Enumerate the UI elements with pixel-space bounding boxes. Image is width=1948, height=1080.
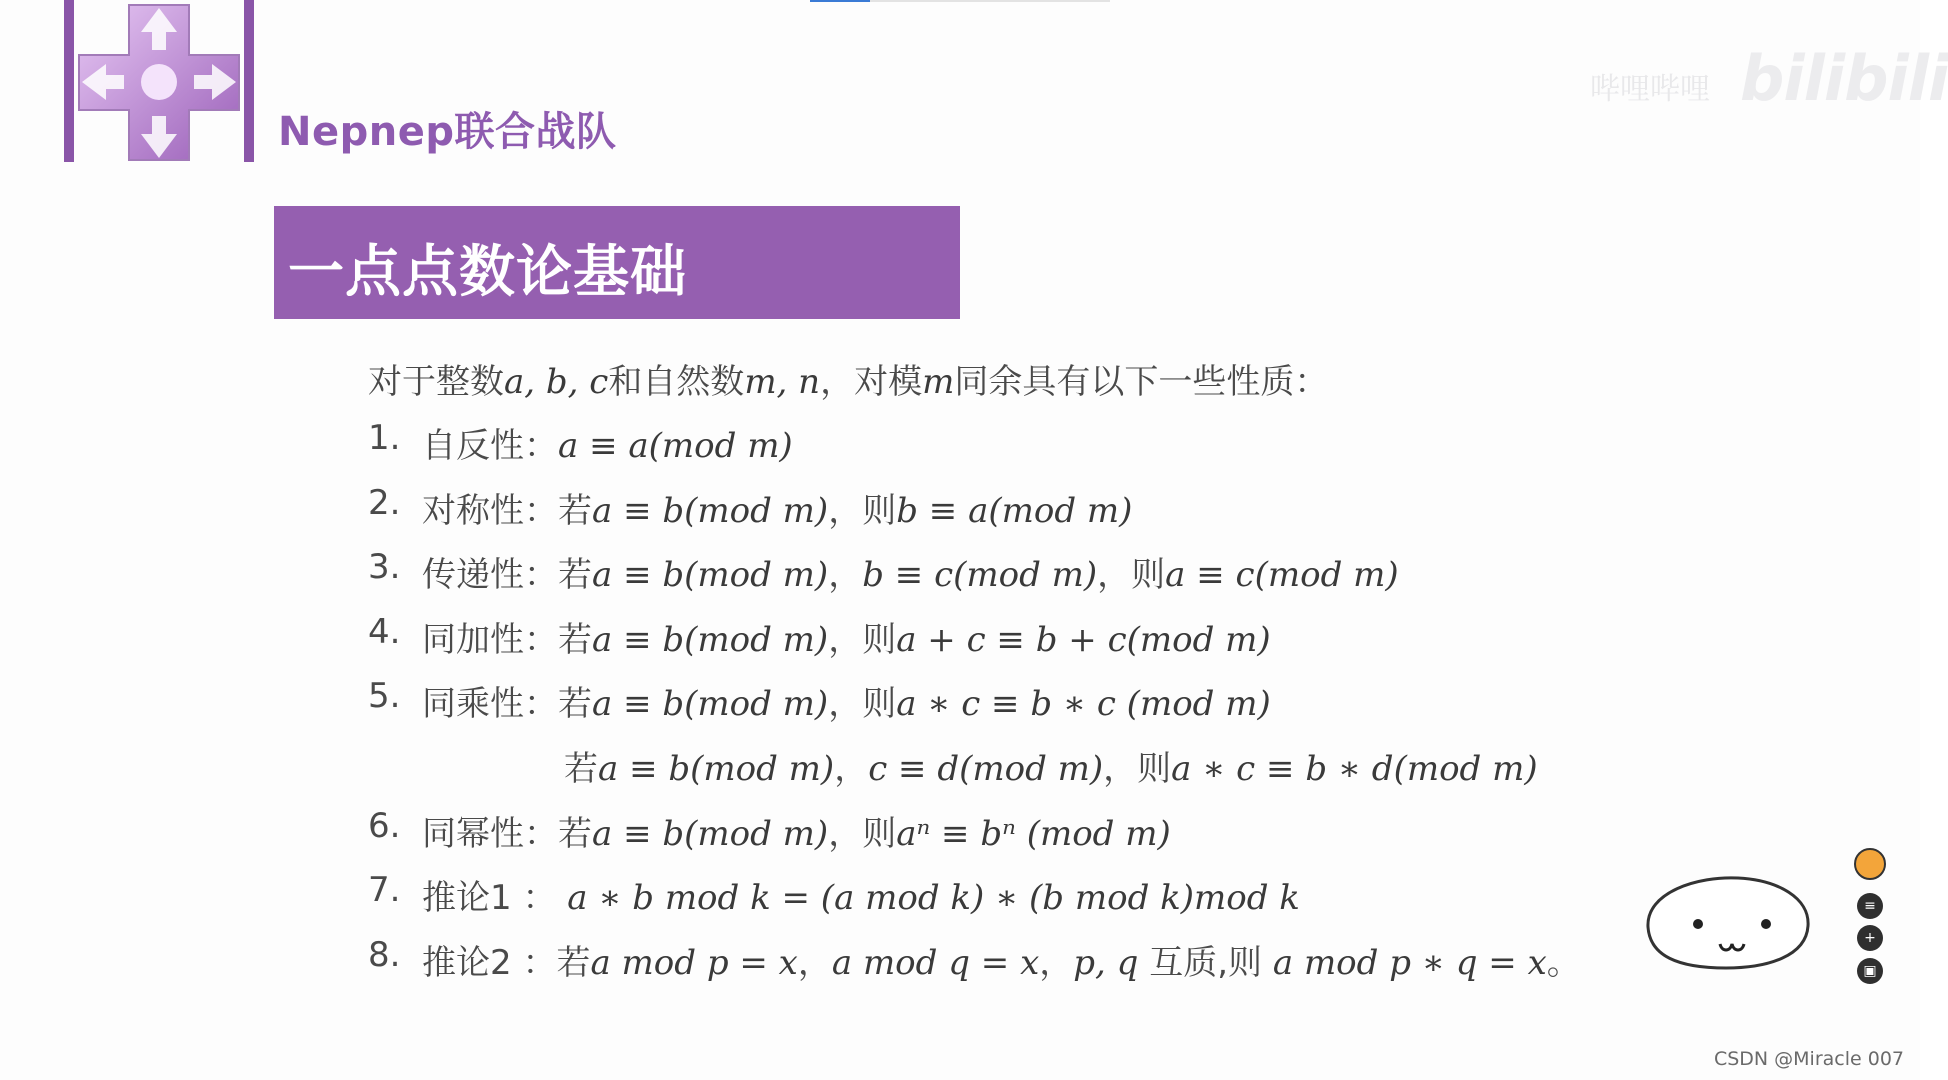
property-text (422, 676, 1271, 725)
property-label: 同加性：若 (422, 619, 592, 660)
math-expression: a ≡ b(mod m) (592, 813, 829, 854)
math-expression: c ≡ d(mod m) (868, 749, 1104, 789)
intro-math: m (922, 362, 955, 402)
intro-math: m, n (744, 362, 821, 402)
team-logo (64, 0, 256, 165)
math-expression: a ∗ c ≡ b ∗ d(mod m) (1171, 749, 1538, 789)
math-expression: a ≡ b(mod m) (592, 684, 829, 725)
math-expression: a ∗ c ≡ b ∗ c (mod m) (896, 684, 1271, 725)
property-label: 。 (1546, 942, 1581, 983)
math-expression: b ≡ c(mod m) (862, 555, 1098, 596)
bilibili-watermark (1590, 42, 1948, 115)
screen-icon[interactable]: ▣ (1857, 958, 1883, 984)
property-text (422, 806, 1171, 855)
property-label: 同乘性：若 (422, 684, 592, 725)
menu-icon[interactable]: ≡ (1857, 893, 1883, 919)
property-label: ，则 (828, 684, 897, 725)
property-label: 互质,则 (1138, 942, 1273, 983)
math-expression: a ∗ b mod k = (a mod k) ∗ (b mod k)mod k (567, 878, 1300, 919)
property-label: ， (1039, 942, 1074, 983)
property-label: 推论1 ： (422, 878, 568, 919)
property-label: ，则 (1103, 749, 1172, 789)
intro-text-part: ，对模 (820, 362, 923, 402)
progress-indicator (810, 0, 870, 2)
math-expression: p, q (1073, 942, 1139, 983)
intro-text-part: 和自然数 (608, 362, 745, 402)
property-number: 4. (368, 611, 401, 652)
intro-text-part: 对于整数 (368, 362, 504, 402)
property-label: 同幂性：若 (422, 813, 592, 854)
math-expression: a mod p = x (590, 942, 798, 983)
math-expression: a ≡ b(mod m) (592, 555, 829, 596)
math-expression: a mod p ∗ q = x (1272, 942, 1547, 983)
property-number: 3. (368, 547, 401, 588)
property-label: 自反性： (422, 426, 558, 466)
property-text (422, 483, 1132, 532)
property-label: ，则 (1097, 555, 1166, 596)
property-label: ， (828, 555, 863, 596)
logo-bar-left (64, 0, 74, 162)
property-text (422, 418, 793, 467)
intro-math: a, b, c (504, 362, 609, 402)
watermark-text: 哔哩哔哩 (1590, 72, 1710, 107)
property-number: 2. (368, 482, 401, 523)
dpad-icon (74, 0, 244, 165)
property-label: 对称性：若 (422, 490, 592, 531)
math-expression: a ≡ c(mod m) (1165, 555, 1399, 596)
coin-icon[interactable] (1854, 848, 1886, 880)
property-text (422, 612, 1271, 661)
property-text (422, 547, 1399, 596)
property-number: 6. (368, 805, 401, 846)
math-expression: a ≡ b(mod m) (598, 749, 835, 789)
math-expression: aⁿ ≡ bⁿ (mod m) (896, 813, 1171, 854)
property-text (422, 935, 1581, 984)
csdn-credit: CSDN @Miracle 007 (1713, 1048, 1904, 1070)
intro-text (368, 354, 1328, 403)
property-label: ，则 (828, 619, 897, 660)
math-expression: b ≡ a(mod m) (896, 490, 1133, 531)
property-label: ，则 (828, 490, 897, 531)
property-text (564, 741, 1538, 790)
property-number: 7. (368, 870, 401, 911)
property-label: ， (834, 749, 869, 789)
title-banner (274, 206, 960, 319)
property-number: 5. (368, 676, 401, 717)
mascot-icon (1638, 872, 1814, 972)
property-label: ， (797, 942, 832, 983)
property-label: 若 (564, 749, 598, 789)
math-expression: a + c ≡ b + c(mod m) (896, 619, 1271, 660)
intro-text-part: 同余具有以下一些性质： (954, 362, 1329, 402)
logo-bar-right (244, 0, 254, 162)
slide-title: 一点点数论基础 (288, 240, 687, 305)
math-expression: a ≡ b(mod m) (592, 490, 829, 531)
property-text (422, 870, 1300, 919)
property-label: 传递性：若 (422, 555, 592, 596)
math-expression: a ≡ b(mod m) (592, 619, 829, 660)
add-icon[interactable]: + (1857, 925, 1883, 951)
math-expression: a mod q = x (831, 942, 1040, 983)
math-expression: a ≡ a(mod m) (558, 426, 793, 466)
property-number: 8. (368, 934, 401, 975)
bilibili-logo-icon: bilibili (1740, 42, 1948, 115)
team-name: Nepnep联合战队 (278, 109, 617, 155)
property-label: ，则 (828, 813, 897, 854)
property-number: 1. (368, 418, 401, 458)
property-label: 推论2 ：若 (422, 942, 591, 983)
